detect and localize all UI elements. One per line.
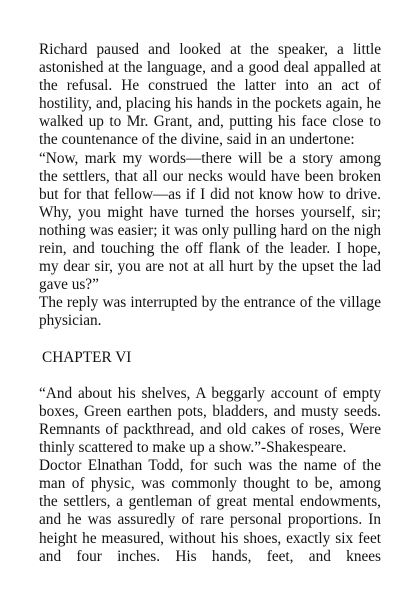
- paragraph-mark-my-words: “Now, mark my words—there will be a story among the settlers, that all our necks would have been broken but for that fellow—as if I did not know how to drive. Why, you might have turned the horses yourself, sir; nothing was easier; it was only pulling hard on the nigh rein, and touching the off flank of the leader. I hope, my dear sir, you are not at all hurt by the upset the lad gave us?”: [39, 149, 381, 294]
- epigraph-quote: “And about his shelves, A beggarly account of empty boxes, Green earthen pots, bladders, and musty seeds. Remnants of packthread, and old cakes of roses, Were thinly scattered to make up a show.”-Shakespeare.: [39, 384, 381, 457]
- book-page: [39, 41, 381, 566]
- paragraph-doctor-todd: Doctor Elnathan Todd, for such was the name of the man of physic, was commonly thought to be, among the settlers, a gentleman of great mental endowments, and he was assuredly of rare personal proportions. In height he measured, without his shoes, exactly six feet and four inches. His hands, feet, and knees: [39, 457, 381, 565]
- paragraph-richard-paused: Richard paused and looked at the speaker, a little astonished at the language, and a good deal appalled at the refusal. He construed the latter into an act of hostility, and, placing his hands in the pockets again, he walked up to Mr. Grant, and, putting his face close to the countenance of the divine, said in an undertone:: [39, 41, 381, 149]
- blank-line: [39, 367, 381, 385]
- blank-line: [39, 331, 381, 349]
- paragraph-reply-interrupted: The reply was interrupted by the entrance of the village physician.: [39, 294, 381, 330]
- chapter-heading: CHAPTER VI: [42, 348, 132, 366]
